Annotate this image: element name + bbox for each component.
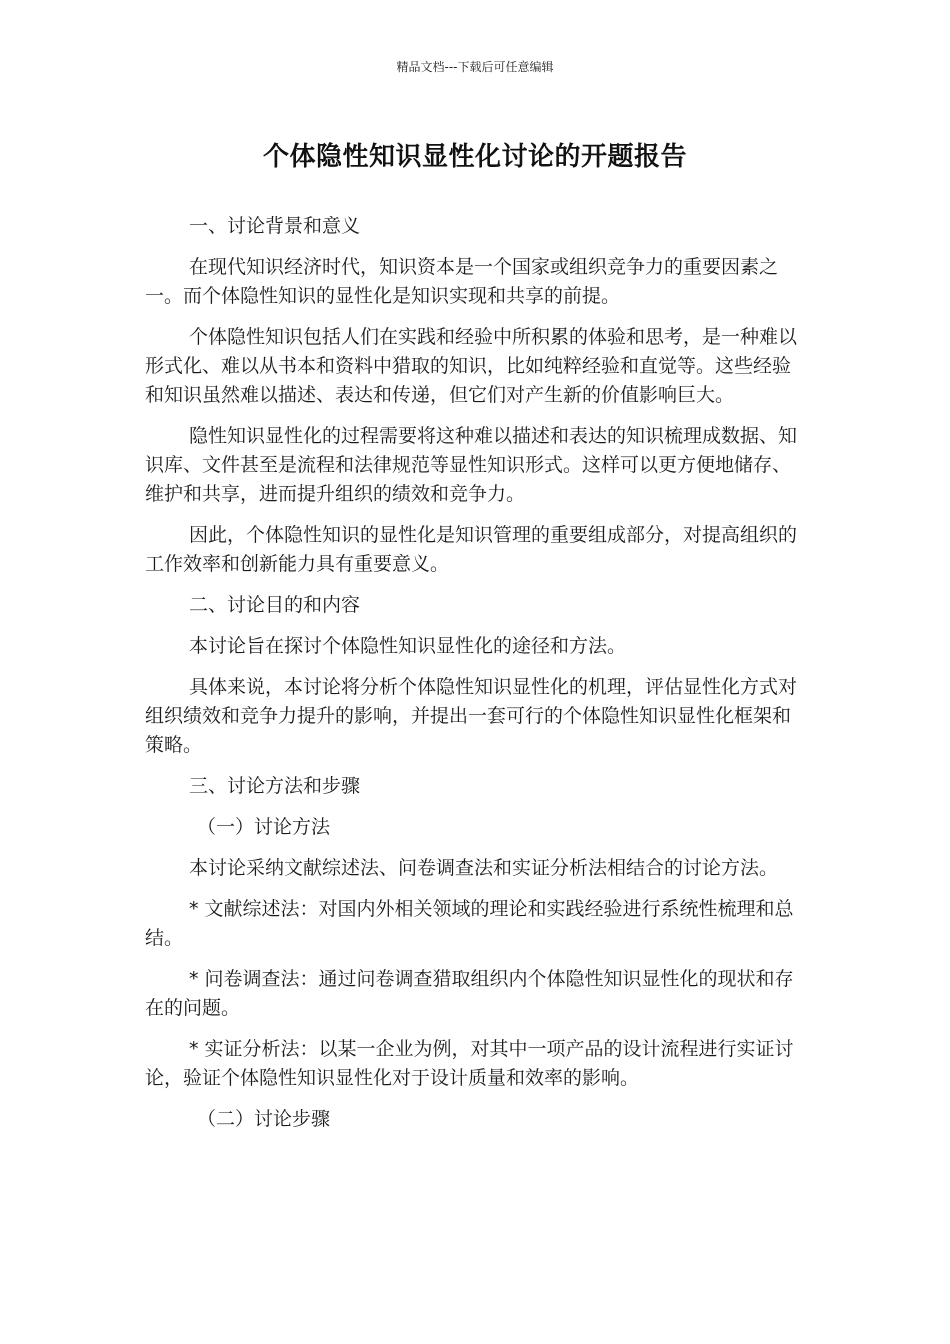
paragraph: 在现代知识经济时代，知识资本是一个国家或组织竞争力的重要因素之一。而个体隐性知识的显性化是知识实现和共享的前提。 (145, 256, 779, 307)
page-header: 精品文档---下载后可任意编辑 (396, 60, 554, 74)
document-title: 个体隐性知识显性化讨论的开题报告 (262, 142, 687, 172)
bullet-item: * 实证分析法：以某一企业为例，对其中一项产品的设计流程进行实证讨论，验证个体隐性知识显性化对于设计质量和效率的影响。 (145, 1038, 794, 1089)
subsection-heading-methods: （一）讨论方法 (197, 816, 331, 838)
section-heading-3: 三、讨论方法和步骤 (189, 775, 361, 797)
bullet-item: * 文献综述法：对国内外相关领域的理论和实践经验进行系统性梳理和总结。 (145, 898, 794, 949)
section-heading-2: 二、讨论目的和内容 (189, 594, 361, 616)
bullet-item: * 问卷调查法：通过问卷调查猎取组织内个体隐性知识显性化的现状和存在的问题。 (145, 968, 794, 1019)
paragraph: 具体来说，本讨论将分析个体隐性知识显性化的机理，评估显性化方式对组织绩效和竞争力提升的影响，并提出一套可行的个体隐性知识显性化框架和策略。 (145, 676, 798, 756)
paragraph: 隐性知识显性化的过程需要将这种难以描述和表达的知识梳理成数据、知识库、文件甚至是流程和法律规范等显性知识形式。这样可以更方便地储存、维护和共享，进而提升组织的绩效和竞争力。 (145, 425, 798, 505)
paragraph: 因此，个体隐性知识的显性化是知识管理的重要组成部分，对提高组织的工作效率和创新能力具有重要意义。 (145, 524, 798, 575)
paragraph: 本讨论旨在探讨个体隐性知识显性化的途径和方法。 (189, 635, 627, 657)
document-body (145, 212, 805, 1146)
paragraph: 本讨论采纳文献综述法、问卷调查法和实证分析法相结合的讨论方法。 (189, 857, 779, 879)
paragraph: 个体隐性知识包括人们在实践和经验中所积累的体验和思考，是一种难以形式化、难以从书本和资料中猎取的知识，比如纯粹经验和直觉等。这些经验和知识虽然难以描述、表达和传递，但它们对产生新的价值影响巨大。 (145, 326, 798, 406)
section-heading-1: 一、讨论背景和意义 (189, 215, 361, 237)
subsection-heading-steps: （二）讨论步骤 (197, 1108, 331, 1130)
